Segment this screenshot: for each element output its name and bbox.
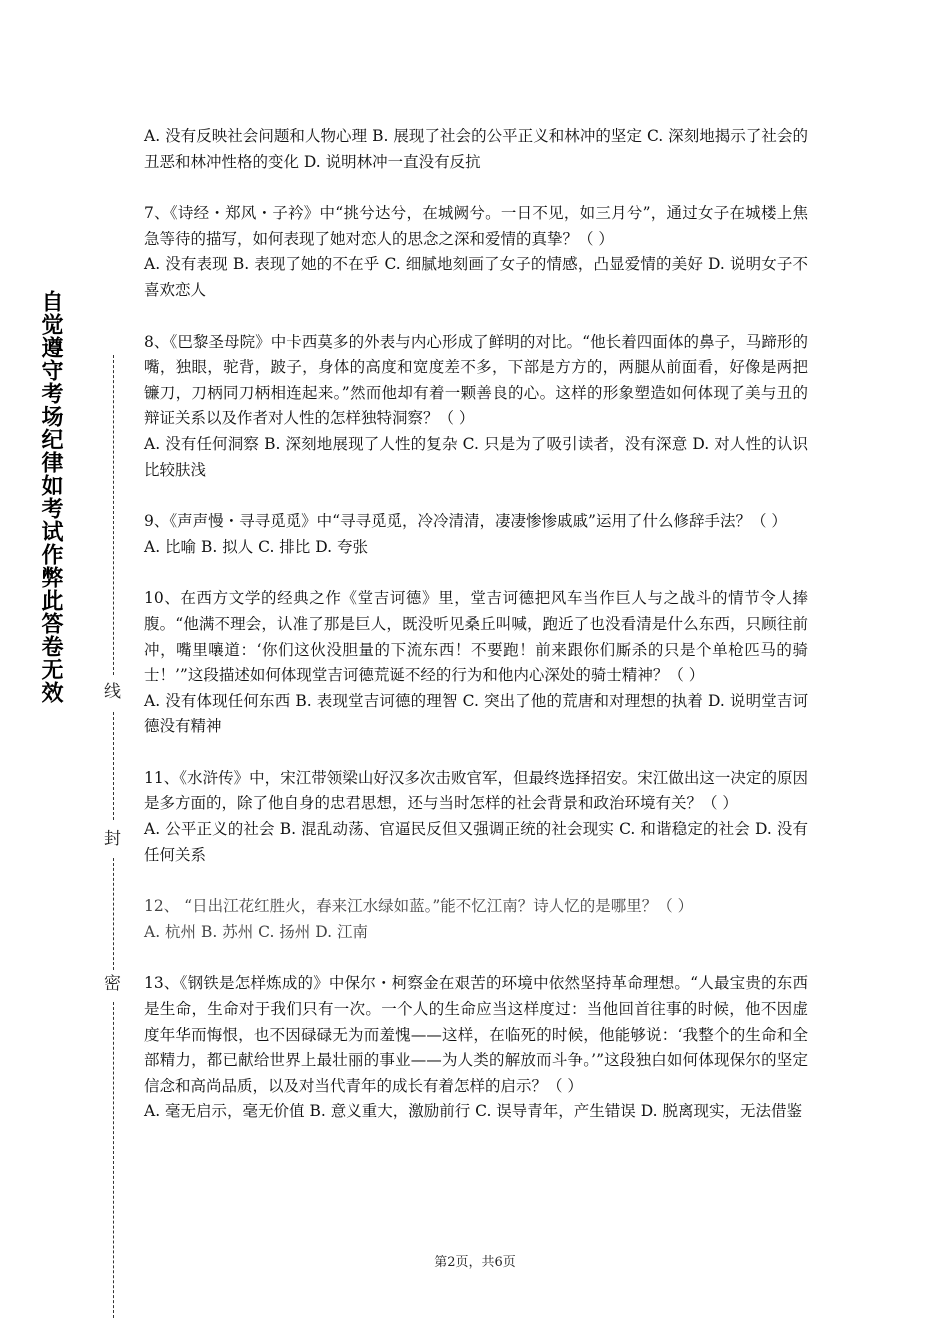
- question-8: [144, 330, 808, 484]
- question-10: [144, 586, 808, 740]
- question-9: [144, 509, 808, 560]
- question-options: A. 比喻 B. 拟人 C. 排比 D. 夸张: [144, 537, 368, 556]
- question-text: 13、《钢铁是怎样炼成的》中保尔・柯察金在艰苦的环境中依然坚持革命理想。“人最宝贵的东西是生命，生命对于我们只有一次。一个人的生命应当这样度过：当他回首往事的时候，他不因虚度年华而悔恨，也不因碌碌无为而羞愧——这样，在临死的时候，他能够说：‘我整个的生命和全部精力，都已献给世界上最壮丽的事业——为人类的解放而斗争。’”这段独白如何体现保尔的坚定信念和高尚品质，以及对当代青年的成长有着怎样的启示？（ ）: [144, 974, 808, 1095]
- binding-line-lower: [113, 858, 114, 970]
- binding-label-secret: 密: [104, 974, 121, 994]
- question-options: A. 没有体现任何东西 B. 表现堂吉诃德的理智 C. 突出了他的荒唐和对理想的执着 D. 说明堂吉诃德没有精神: [144, 691, 808, 736]
- question-options: A. 公平正义的社会 B. 混乱动荡、官逼民反但又强调正统的社会现实 C. 和谐稳定的社会 D. 没有任何关系: [144, 820, 808, 864]
- question-options: A. 毫无启示，毫无价值 B. 意义重大，激励前行 C. 误导青年，产生错误 D. 脱离现实，无法借鉴: [144, 1102, 802, 1121]
- binding-line-top: [113, 355, 114, 675]
- question-options: A. 没有表现 B. 表现了她的不在乎 C. 细腻地刻画了女子的情感，凸显爱情的美好 D. 说明女子不喜欢恋人: [144, 255, 808, 299]
- question-12: [144, 894, 808, 945]
- q6-options: A. 没有反映社会问题和人物心理 B. 展现了社会的公平正义和林冲的坚定 C. 深刻地揭示了社会的丑恶和林冲性格的变化 D. 说明林冲一直没有反抗: [144, 127, 808, 171]
- binding-label-line: 线: [104, 682, 121, 702]
- question-11: [144, 766, 808, 868]
- question-options: A. 没有任何洞察 B. 深刻地展现了人性的复杂 C. 只是为了吸引读者，没有深意 D. 对人性的认识比较肤浅: [144, 434, 808, 479]
- page-number: 第2页，共6页: [434, 1255, 516, 1270]
- question-text: 8、《巴黎圣母院》中卡西莫多的外表与内心形成了鲜明的对比。“他长着四面体的鼻子，马蹄形的嘴，独眼，驼背，跛子，身体的高度和宽度差不多，下部是方方的，两腿从前面看，好像是两把镰刀，刀柄同刀柄相连起来。”然而他却有着一颗善良的心。这样的形象塑造如何体现了美与丑的辩证关系以及作者对人性的怎样独特洞察？（ ）: [144, 332, 808, 428]
- question-text: 11、《水浒传》中，宋江带领梁山好汉多次击败官军，但最终选择招安。宋江做出这一决定的原因是多方面的，除了他自身的忠君思想，还与当时怎样的社会背景和政治环境有关？（ ）: [144, 768, 808, 813]
- binding-line-bottom: [113, 1002, 114, 1318]
- question-13: [144, 971, 808, 1125]
- question-text: 12、 “日出江花红胜火，春来江水绿如蓝。”能不忆江南？诗人忆的是哪里？（ ）: [144, 897, 694, 916]
- question-text: 10、在西方文学的经典之作《堂吉诃德》里，堂吉诃德把风车当作巨人与之战斗的情节令人捧腹。“他满不理会，认准了那是巨人，既没听见桑丘叫喊，跑近了也没看清是什么东西，只顾往前冲，嘴里嚷道：‘你们这伙没胆量的下流东西！不要跑！前来跟你们厮杀的只是个单枪匹马的骑士！’”这段描述如何体现堂吉诃德荒诞不经的行为和他内心深处的骑士精神？（ ）: [144, 589, 808, 685]
- exam-discipline-warning: 自觉遵守考场纪律如考试作弊此答卷无效: [38, 290, 63, 704]
- question-text: 9、《声声慢・寻寻觅觅》中“寻寻觅觅，冷冷清清，凄凄惨惨戚戚”运用了什么修辞手法？（ ）: [144, 512, 787, 531]
- binding-line-middle: [113, 712, 114, 820]
- question-text: 7、《诗经・郑风・子衿》中“挑兮达兮，在城阙兮。一日不见，如三月兮”，通过女子在城楼上焦急等待的描写，如何表现了她对恋人的思念之深和爱情的真挚？（ ）: [144, 204, 808, 248]
- binding-label-seal: 封: [104, 829, 121, 849]
- question-content: [144, 124, 808, 1125]
- question-7: [144, 201, 808, 303]
- question-options: A. 杭州 B. 苏州 C. 扬州 D. 江南: [144, 922, 368, 941]
